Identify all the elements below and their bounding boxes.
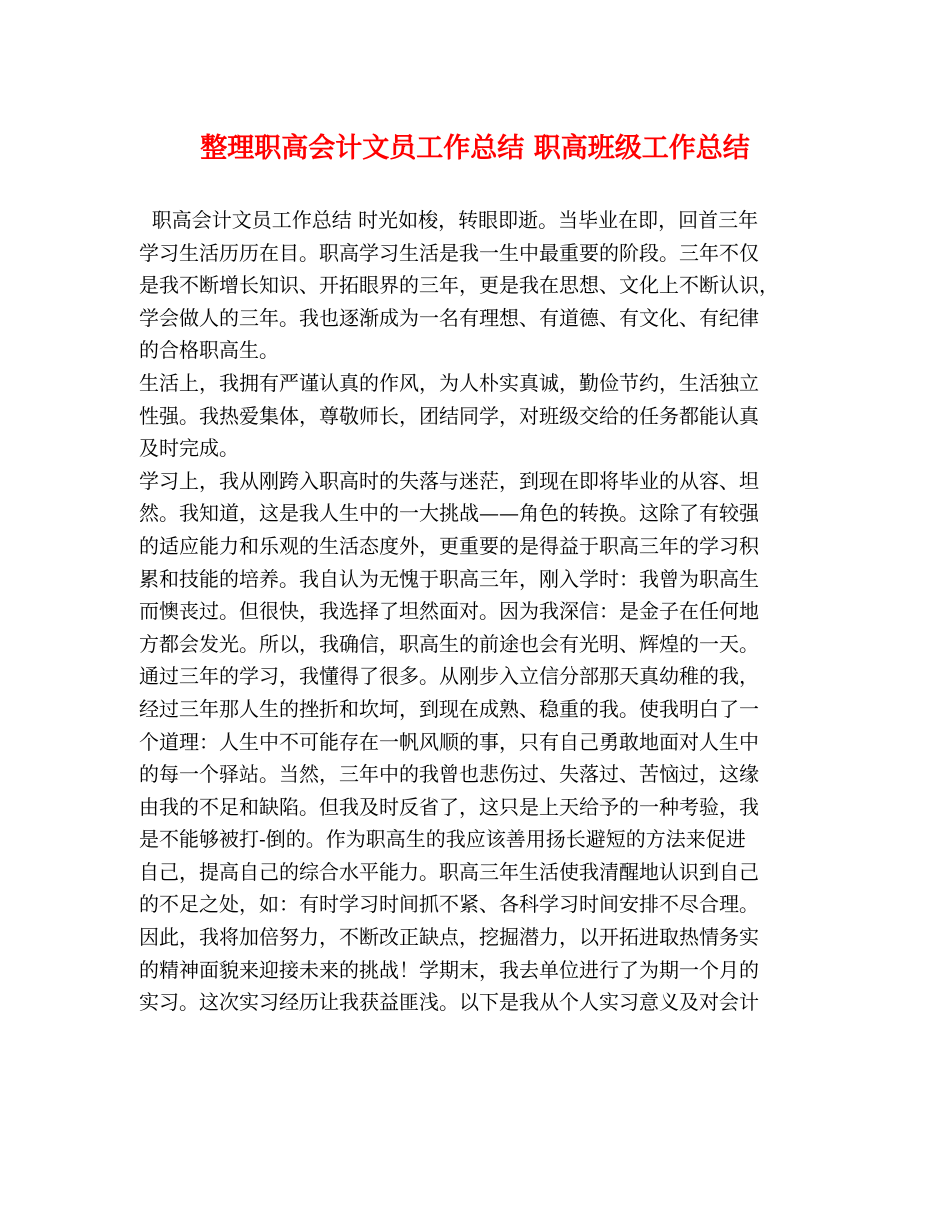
body-line: 自己，提高自己的综合水平能力。职高三年生活使我清醒地认识到自己 — [139, 859, 759, 884]
body-line: 经过三年那人生的挫折和坎坷，到现在成熟、稳重的我。使我明白了一 — [139, 696, 759, 721]
body-line: 生活上，我拥有严谨认真的作风，为人朴实真诚，勤俭节约，生活独立 — [139, 370, 759, 395]
body-line: 通过三年的学习，我懂得了很多。从刚步入立信分部那天真幼稚的我， — [139, 664, 759, 689]
body-line: 然。我知道，这是我人生中的一大挑战——角色的转换。这除了有较强 — [139, 501, 759, 526]
body-line: 实习。这次实习经历让我获益匪浅。以下是我从个人实习意义及对会计 — [139, 990, 759, 1015]
body-line: 因此，我将加倍努力，不断改正缺点，挖掘潜力，以开拓进取热情务实 — [139, 925, 759, 950]
document-title: 整理职高会计文员工作总结 职高班级工作总结 — [200, 133, 750, 164]
body-line: 学习生活历历在目。职高学习生活是我一生中最重要的阶段。三年不仅 — [139, 240, 759, 265]
body-line: 的合格职高生。 — [139, 338, 279, 363]
body-line: 是我不断增长知识、开拓眼界的三年，更是我在思想、文化上不断认识， — [139, 273, 779, 298]
document-body — [139, 204, 819, 1019]
body-line: 个道理：人生中不可能存在一帆风顺的事，只有自己勇敢地面对人生中 — [139, 729, 759, 754]
body-line: 的适应能力和乐观的生活态度外，更重要的是得益于职高三年的学习积 — [139, 533, 759, 558]
body-line: 职高会计文员工作总结 时光如梭，转眼即逝。当毕业在即，回首三年 — [139, 208, 759, 232]
body-line: 而懊丧过。但很快，我选择了坦然面对。因为我深信：是金子在任何地 — [139, 599, 759, 624]
body-line: 方都会发光。所以，我确信，职高生的前途也会有光明、辉煌的一天。 — [139, 631, 759, 656]
body-line: 的不足之处，如：有时学习时间抓不紧、各科学习时间安排不尽合理。 — [139, 892, 759, 917]
body-line: 是不能够被打-倒的。作为职高生的我应该善用扬长避短的方法来促进 — [139, 827, 746, 852]
body-line: 的精神面貌来迎接未来的挑战！学期末，我去单位进行了为期一个月的 — [139, 957, 759, 982]
body-line: 学习上，我从刚跨入职高时的失落与迷茫，到现在即将毕业的从容、坦 — [139, 468, 759, 493]
body-line: 学会做人的三年。我也逐渐成为一名有理想、有道德、有文化、有纪律 — [139, 305, 759, 330]
body-line: 的每一个驿站。当然，三年中的我曾也悲伤过、失落过、苦恼过，这缘 — [139, 762, 759, 787]
body-line: 性强。我热爱集体，尊敬师长，团结同学，对班级交给的任务都能认真 — [139, 403, 759, 428]
body-line: 累和技能的培养。我自认为无愧于职高三年，刚入学时：我曾为职高生 — [139, 566, 759, 591]
body-line: 及时完成。 — [139, 436, 239, 461]
body-line: 由我的不足和缺陷。但我及时反省了，这只是上天给予的一种考验，我 — [139, 794, 759, 819]
